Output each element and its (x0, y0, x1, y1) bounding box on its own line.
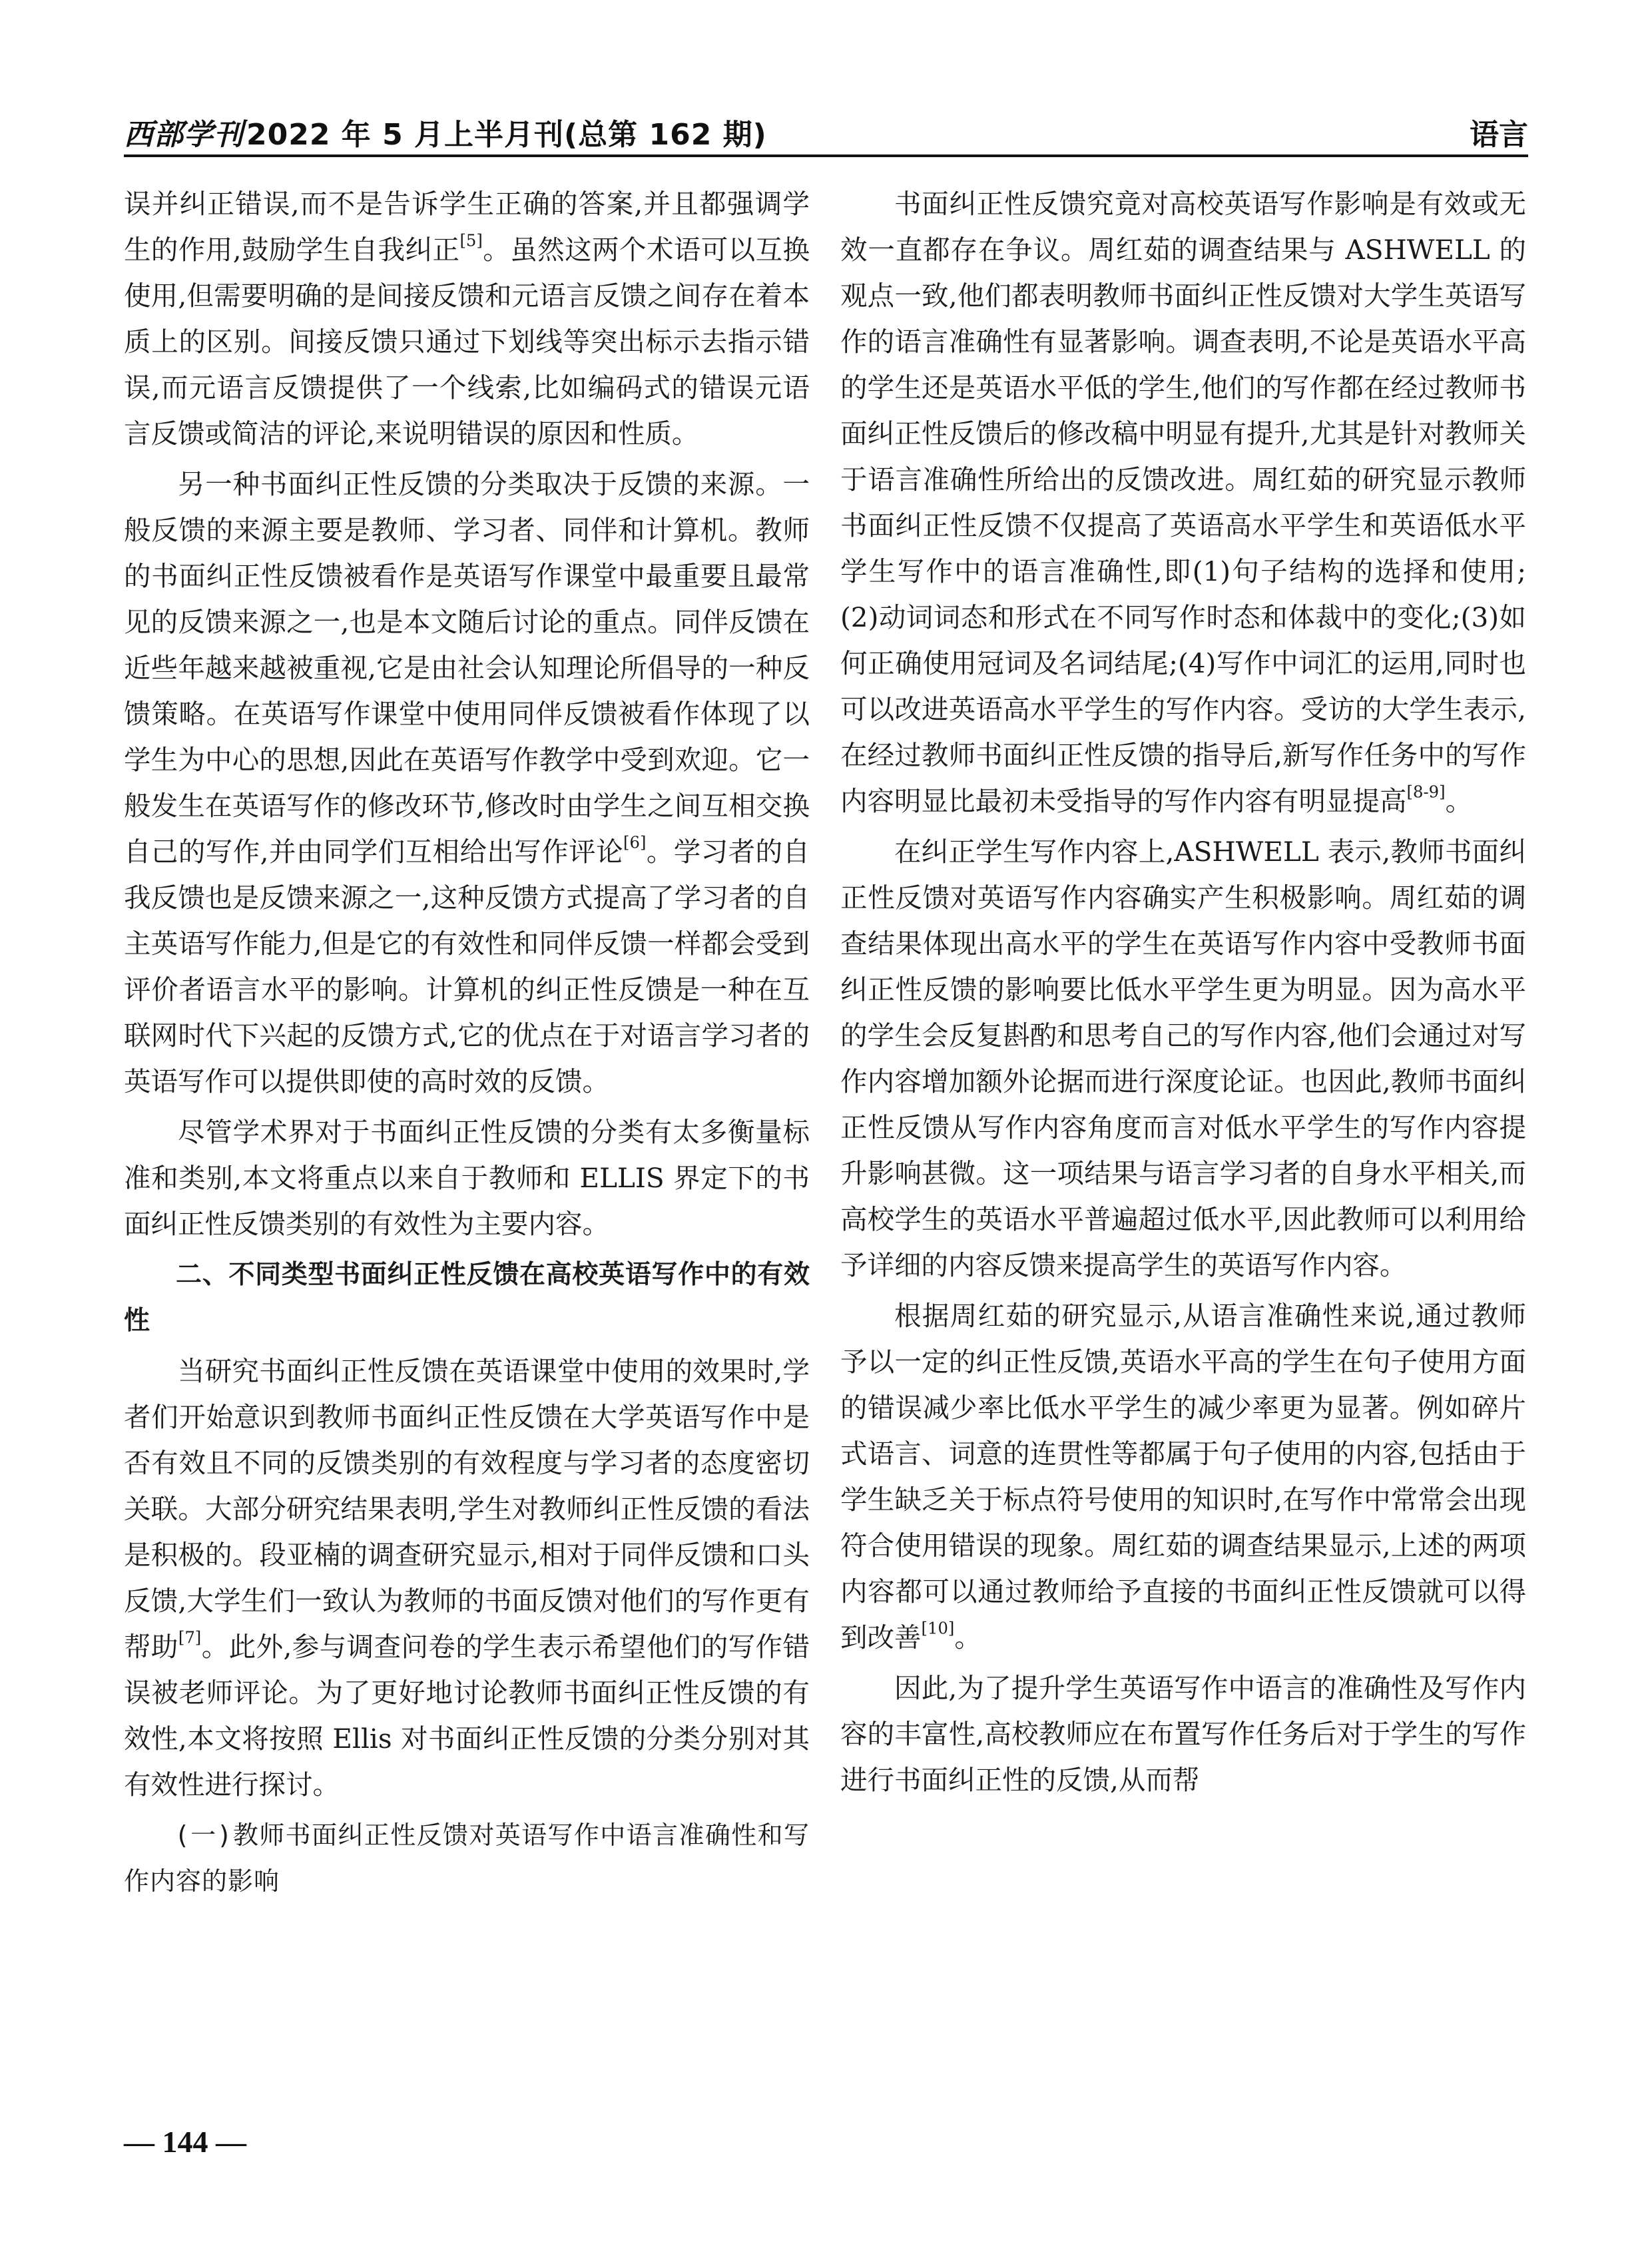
citation-ref: [7] (178, 1627, 202, 1647)
issue-info: 2022 年 5 月上半月刊(总第 162 期) (246, 118, 767, 152)
citation-ref: [5] (459, 230, 483, 250)
journal-masthead (124, 111, 767, 153)
paragraph: 因此,为了提升学生英语写作中语言的准确性及写作内容的丰富性,高校教师应在布置写作任务后对于学生的写作进行书面纠正性的反馈,从而帮 (840, 1672, 1526, 1796)
paragraph: 当研究书面纠正性反馈在英语课堂中使用的效果时,学者们开始意识到教师书面纠正性反馈在大学英语写作中是否有效且不同的反馈类别的有效程度与学习者的态度密切关联。大部分研究结果表明,学生对教师纠正性反馈的看法是积极的。段亚楠的调查研究显示,相对于同伴反馈和口头反馈,大学生们一致认为教师的书面反馈对他们的写作更有帮助[7]。此外,参与调查问卷的学生表示希望他们的写作错误被老师评论。为了更好地讨论教师书面纠正性反馈的有效性,本文将按照 Ellis 对书面纠正性反馈的分类分别对其有效性进行探讨。 (124, 1355, 810, 1801)
paragraph: 尽管学术界对于书面纠正性反馈的分类有太多衡量标准和类别,本文将重点以来自于教师和 ELLIS 界定下的书面纠正性反馈类别的有效性为主要内容。 (124, 1116, 810, 1240)
paragraph: 另一种书面纠正性反馈的分类取决于反馈的来源。一般反馈的来源主要是教师、学习者、同伴和计算机。教师的书面纠正性反馈被看作是英语写作课堂中最重要且最常见的反馈来源之一,也是本文随后讨论的重点。同伴反馈在近些年越来越被重视,它是由社会认知理论所倡导的一种反馈策略。在英语写作课堂中使用同伴反馈被看作体现了以学生为中心的思想,因此在英语写作教学中受到欢迎。它一般发生在英语写作的修改环节,修改时由学生之间互相交换自己的写作,并由同学们互相给出写作评论[6]。学习者的自我反馈也是反馈来源之一,这种反馈方式提高了学习者的自主英语写作能力,但是它的有效性和同伴反馈一样都会受到评价者语言水平的影响。计算机的纠正性反馈是一种在互联网时代下兴起的反馈方式,它的优点在于对语言学习者的英语写作可以提供即使的高时效的反馈。 (124, 468, 810, 1097)
section-label: 语言 (1470, 118, 1528, 152)
citation-ref: [8-9] (1406, 782, 1446, 802)
citation-ref: [6] (623, 832, 647, 852)
paragraph: 根据周红茹的研究显示,从语言准确性来说,通过教师予以一定的纠正性反馈,英语水平高的学生在句子使用方面的错误减少率比低水平学生的减少率更为显著。例如碎片式语言、词意的连贯性等都属于句子使用的内容,包括由于学生缺乏关于标点符号使用的知识时,在写作中常常会出现符合使用错误的现象。周红茹的调查结果显示,上述的两项内容都可以通过教师给予直接的书面纠正性反馈就可以得到改善[10]。 (840, 1300, 1526, 1653)
paragraph: 书面纠正性反馈究竟对高校英语写作影响是有效或无效一直都存在争议。周红茹的调查结果与 ASHWELL 的观点一致,他们都表明教师书面纠正性反馈对大学生英语写作的语言准确性有显著影响。调查表明,不论是英语水平高的学生还是英语水平低的学生,他们的写作都在经过教师书面纠正性反馈后的修改稿中明显有提升,尤其是针对教师关于语言准确性所给出的反馈改进。周红茹的研究显示教师书面纠正性反馈不仅提高了英语高水平学生和英语低水平学生写作中的语言准确性,即(1)句子结构的选择和使用;(2)动词词态和形式在不同写作时态和体裁中的变化;(3)如何正确使用冠词及名词结尾;(4)写作中词汇的运用,同时也可以改进英语高水平学生的写作内容。受访的大学生表示,在经过教师书面纠正性反馈的指导后,新写作任务中的写作内容明显比最初未受指导的写作内容有明显提高[8-9]。 (840, 188, 1526, 817)
section-heading: 二、不同类型书面纠正性反馈在高校英语写作中的有效性 (124, 1260, 810, 1336)
journal-logo: 西部学刊 (124, 118, 244, 152)
right-column (840, 181, 1526, 1808)
paragraph: 误并纠正错误,而不是告诉学生正确的答案,并且都强调学生的作用,鼓励学生自我纠正[5]。虽然这两个术语可以互换使用,但需要明确的是间接反馈和元语言反馈之间存在着本质上的区别。间接反馈只通过下划线等突出标示去指示错误,而元语言反馈提供了一个线索,比如编码式的错误元语言反馈或简洁的评论,来说明错误的原因和性质。 (124, 188, 810, 449)
running-header (124, 107, 1528, 157)
subsection-heading: (一)教师书面纠正性反馈对英语写作中语言准确性和写作内容的影响 (124, 1821, 810, 1896)
citation-ref: [10] (921, 1618, 955, 1638)
left-column (124, 181, 810, 1904)
page-number: — 144 — (124, 2125, 246, 2159)
paragraph: 在纠正学生写作内容上,ASHWELL 表示,教师书面纠正性反馈对英语写作内容确实产生积极影响。周红茹的调查结果体现出高水平的学生在英语写作内容中受教师书面纠正性反馈的影响要比低水平学生更为明显。因为高水平的学生会反复斟酌和思考自己的写作内容,他们会通过对写作内容增加额外论据而进行深度论证。也因此,教师书面纠正性反馈从写作内容角度而言对低水平学生的写作内容提升影响甚微。这一项结果与语言学习者的自身水平相关,而高校学生的英语水平普遍超过低水平,因此教师可以利用给予详细的内容反馈来提高学生的英语写作内容。 (840, 836, 1526, 1281)
